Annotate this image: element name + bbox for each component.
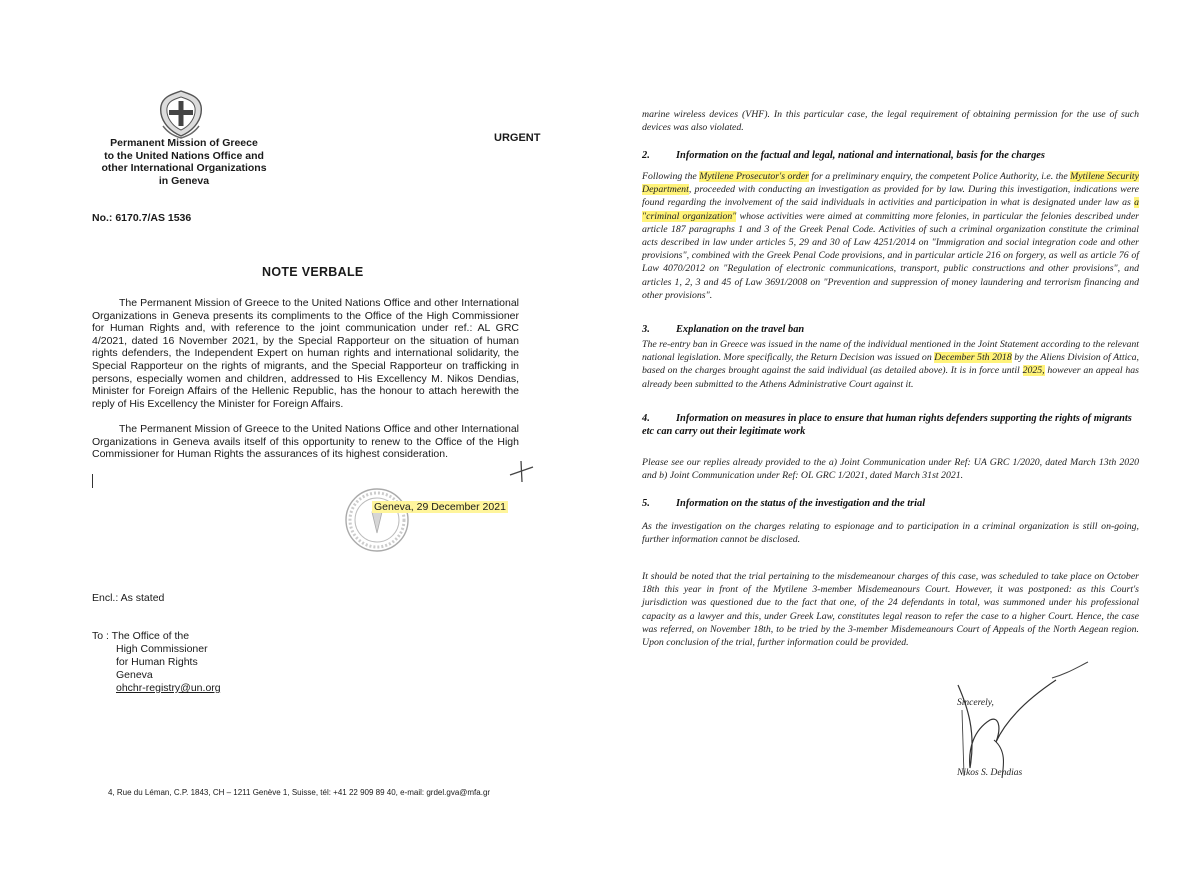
mission-letterhead [78, 137, 290, 187]
section-number: 5. [642, 498, 650, 509]
enclosure-note: Encl.: As stated [92, 592, 165, 604]
text-run: The re-entry ban in Greece was issued in the name of the individual mentioned in the Joint Statement according to the relevant national legislation. More specifically, the Return Decision was issued on [642, 339, 1139, 364]
section-heading [642, 323, 1139, 336]
section-5-paragraph: As the investigation on the charges relating to espionage and to participation in a criminal organization is still on-going, further information cannot be disclosed. [642, 521, 1139, 546]
mission-line: to the United Nations Office and [104, 149, 264, 162]
section-heading [642, 149, 1139, 162]
highlighted-text: 2025, [1022, 365, 1045, 377]
section-title: Information on the status of the investigation and the trial [676, 498, 926, 509]
highlighted-text: December 5th 2018 [934, 352, 1012, 364]
urgent-label: URGENT [494, 132, 541, 144]
section-4-paragraph: Please see our replies already provided to the a) Joint Communication under Ref: UA GRC 1/2020, dated March 13th 2020 and b) Joint Communication under Ref: OL GRC 1/2021, dated March 31st 2021. [642, 457, 1139, 482]
paragraph-text: The Permanent Mission of Greece to the United Nations Office and other International Organizations in Geneva presents its compliments to the Office of the High Commissioner for Human Rights and, with reference to the joint communication under ref.: AL GRC 4/2021, dated 16 November 2021, by the Special Rapporteur on the situation of human rights defenders, the Independent Expert on human rights and international solidarity, the Special Rapporteur on the rights of migrants, and the Special Rapporteur on trafficking in persons, especially women and children, addressed to His Excellency M. Nikos Dendias, Minister for Foreign Affairs of the Hellenic Republic, has the honour to attach herewith the reply of His Excellency the Minister for Foreign Affairs. [92, 297, 519, 410]
intro-paragraph: marine wireless devices (VHF). In this particular case, the legal requirement of obtaining permission for the use of such devices was also violated. [642, 109, 1139, 134]
section-number: 4. [642, 413, 650, 424]
mission-line: other International Organizations [101, 162, 267, 175]
section-title: Information on measures in place to ensure that human rights defenders supporting the rights of migrants etc can carry out their legitimate work [642, 413, 1132, 438]
highlighted-text: Mytilene Prosecutor's order [699, 171, 809, 182]
mission-line: Permanent Mission of Greece [110, 137, 258, 149]
recipient-line: Geneva [116, 669, 153, 681]
handwritten-signature-icon [906, 660, 1146, 790]
recipient-line: High Commissioner [116, 643, 208, 655]
recipient-label: To : The Office of the [92, 630, 190, 642]
mission-line: in Geneva [158, 174, 210, 187]
margin-tick [92, 474, 93, 488]
greek-emblem-icon [155, 88, 207, 140]
text-run: whose activities were aimed at committing more felonies, in particular the felonies described under article 187 paragraphs 1 and 3 of the Greek Penal Code. Activities of such a criminal organization constitute the criminal acts described in law under articles 5, 29 and 30 of Law 4251/2014 on "Immigration and social integration code and other provisions", combined with the Greek Penal Code provisions, and in particular article 216 on forgery, as well as article 76 of Law 4070/2012 on "Regulation of electronic communications, transport, public constructions and other provisions", and articles 1, 2, 3 and 45 of Law 3691/2008 on "Prevention and suppression of money laundering and terrorism financing and other provisions". [642, 210, 1139, 301]
section-heading [642, 497, 1139, 510]
text-run: , proceeded with conducting an investigation as provided for by law. During this investigation, indications were found regarding the involvement of the said individuals in activities and participation in what is designated under law as [642, 184, 1139, 209]
recipient-address [92, 630, 221, 695]
section-title: Explanation on the travel ban [676, 324, 805, 335]
document-title: NOTE VERBALE [262, 265, 364, 279]
closing-salutation: Sincerely, [957, 698, 994, 708]
recipient-line: for Human Rights [116, 656, 198, 668]
paragraph-text: The Permanent Mission of Greece to the United Nations Office and other International Organizations in Geneva avails itself of this opportunity to renew to the Office of the High Commissioner for Human Rights the assurances of its highest consideration. [92, 423, 519, 461]
document-date: Geneva, 29 December 2021 [374, 501, 506, 513]
section-5-paragraph: It should be noted that the trial pertaining to the misdemeanour charges of this case, was scheduled to take place on October 18th this year in front of the Mytilene 3-member Misdemeanours Court. However, it was postponed: as this Court's jurisdiction was questioned due to the fact that one, of the 24 defendants in total, was summoned under his professional capacity as a lawyer and this, under Greek Law, constitutes legal reason to refer the case to a higher Court. Hence, the case was referred, on November 18th, to be tried by the 3-member Misdemeanours Court of Appeals of the North Aegean region. Upon conclusion of the trial, further information could be provided. [642, 571, 1139, 649]
text-run: for a preliminary enquiry, the competent Police Authority, i.e. the [808, 171, 1071, 182]
section-title: Information on the factual and legal, national and international, basis for the charges [676, 150, 1045, 161]
section-number: 3. [642, 324, 650, 335]
text-run: Following the [642, 171, 700, 182]
section-3-paragraph [642, 338, 1139, 391]
section-2-paragraph [642, 170, 1139, 302]
highlighted-text: a "criminal organization" [642, 197, 1139, 222]
reference-number: No.: 6170.7/AS 1536 [92, 212, 192, 224]
ink-mark-icon [506, 453, 536, 483]
letterhead-footer: 4, Rue du Léman, C.P. 1843, CH – 1211 Genève 1, Suisse, tél: +41 22 909 89 40, e-mail: grdel.gva@mfa.gr [108, 788, 491, 797]
body-paragraph [92, 297, 519, 410]
section-heading [642, 412, 1139, 438]
highlighted-text: Mytilene Security Department [642, 171, 1139, 196]
official-stamp-icon [344, 487, 410, 553]
closing-paragraph [92, 423, 519, 461]
text-run: by the Aliens Division of Attica, based on the charges brought against the said individual (as detailed above). It is in force until [642, 352, 1139, 377]
section-number: 2. [642, 150, 650, 161]
text-run: however an appeal has already been submitted to the Athens Administrative Court against it. [642, 365, 1139, 390]
signatory-name: Nikos S. Dendias [957, 768, 1023, 778]
recipient-email-link[interactable]: ohchr-registry@un.org [116, 682, 221, 694]
